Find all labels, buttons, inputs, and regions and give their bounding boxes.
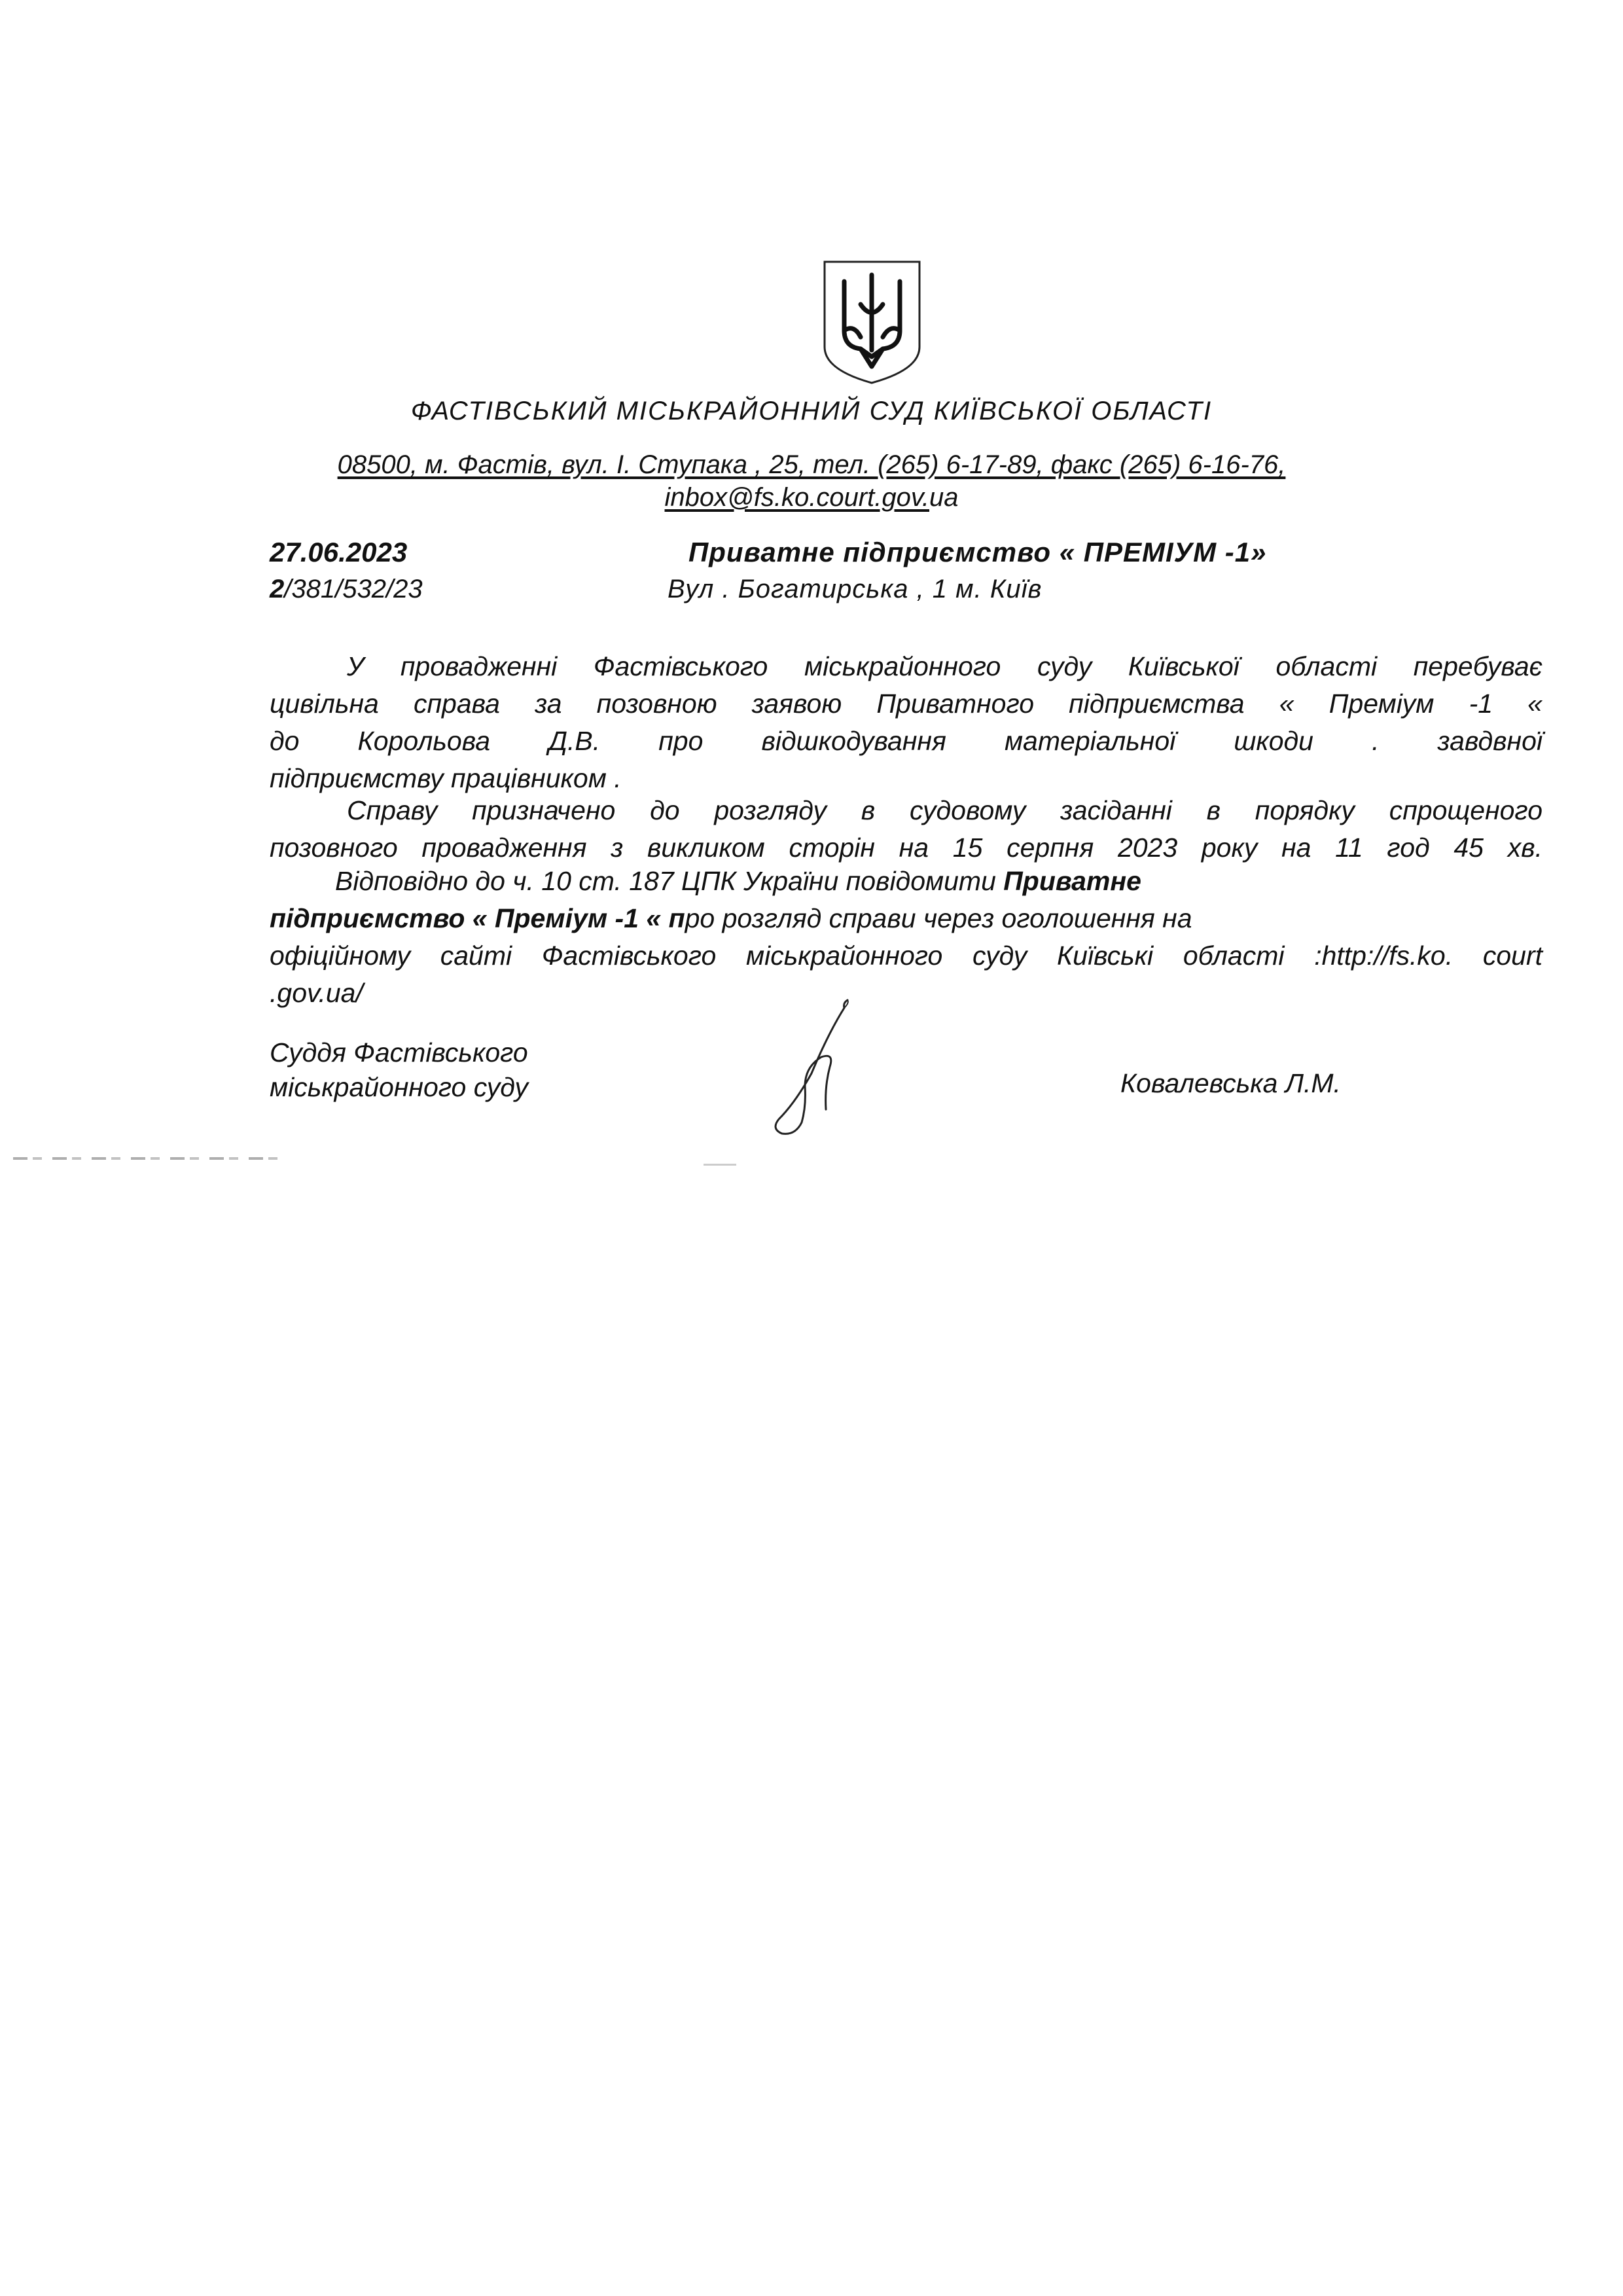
judge-title [270,1035,528,1105]
paragraph-line: позовного провадження з викликом сторін на 15 серпня 2023 року на 11 год 45 хв. [270,833,1543,863]
coat-of-arms-emblem [821,259,923,386]
paragraph-line [270,900,1543,937]
court-email-link: inbox@fs.ko.court.gov. [664,483,929,512]
paragraph-line: У провадженні Фастівського міськрайонного суду Київської області перебуває [347,651,1543,681]
judge-title-line: Суддя Фастівського [270,1037,528,1067]
scan-artifact [13,1157,288,1160]
notice-text: Відповідно до ч. 10 ст. 187 ЦПК України повідомити [335,866,1004,896]
case-number [270,575,423,604]
paragraph-line: офіційному сайті Фастівського міськрайонного суду Київські області :http://fs.ko. court [270,941,1543,971]
court-address: 08500, м. Фастів, вул. І. Ступака , 25, тел. (265) 6-17-89, факс (265) 6-16-76, [337,450,1286,479]
court-email-tail: ua [929,483,959,512]
court-name: ФАСТІВСЬКИЙ МІСЬКРАЙОННИЙ СУД КИЇВСЬКОЇ ОБЛАСТІ [410,397,1213,425]
judge-name: Ковалевська Л.М. [1120,1068,1341,1098]
document-date: 27.06.2023 [270,537,408,567]
paragraph-line: до Корольова Д.В. про відшкодування матеріальної шкоди . завдвної [270,726,1543,756]
case-number-rest: /381/532/23 [284,575,423,603]
notice-text: ро розгляд справи через оголошення на [685,903,1192,933]
paragraph-line: цивільна справа за позовною заявою Приватного підприємства « Преміум -1 « [270,689,1543,719]
paragraph-line: підприємству працівником . [270,763,622,793]
judge-title-line: міськрайонного суду [270,1072,528,1102]
paragraph-line [270,863,1543,900]
paragraph-line: .gov.ua/ [270,978,363,1008]
paragraph-proceedings [270,648,1543,797]
handwritten-signature [766,995,870,1142]
paragraph-hearing [270,792,1543,867]
paragraph-line: Справу призначено до розгляду в судовому засіданні в порядку спрощеного [347,795,1543,825]
notice-company-bold: Приватне [1003,866,1141,896]
addressee-name: Приватне підприємство « ПРЕМІУМ -1» [688,537,1267,567]
scan-artifact [704,1164,736,1166]
court-email [0,483,1623,512]
paragraph-notification [270,863,1543,1012]
addressee-address: Вул . Богатирська , 1 м. Київ [668,575,1043,603]
case-number-prefix: 2 [270,575,285,603]
notice-company-bold: підприємство « Преміум -1 « п [270,903,685,933]
